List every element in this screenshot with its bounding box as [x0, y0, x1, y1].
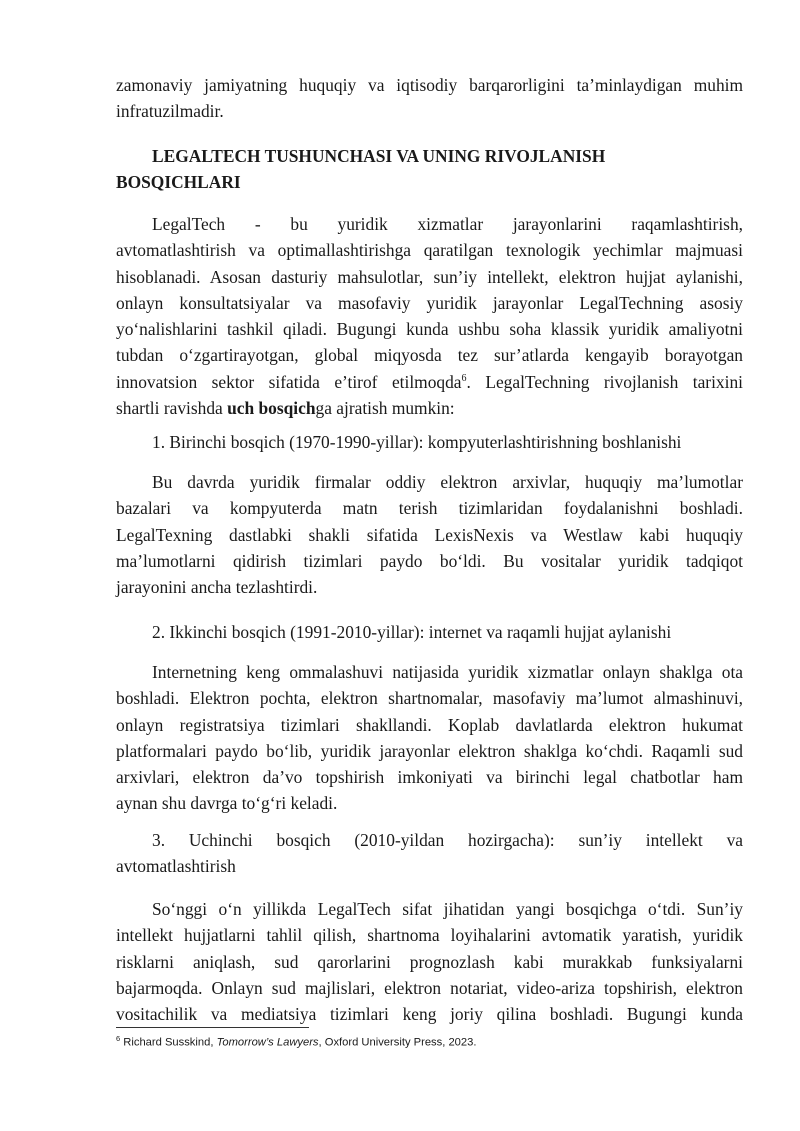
- stage3-paragraph: [116, 896, 743, 1027]
- text-line: bajarmoqda. Onlayn sud majlislari, elektron notariat, video-ariza topshirish, elektron: [116, 977, 743, 998]
- stage1-paragraph: [116, 469, 743, 600]
- stage2-paragraph: [116, 659, 743, 817]
- text-line: zamonaviy jamiyatning huquqiy va iqtisodiy barqarorligini ta’minlaydigan muhim: [116, 75, 743, 95]
- text-line: risklarni aniqlash, sud qarorlarini prognozlash kabi murakkab funksiyalarni: [116, 951, 743, 972]
- text-line: Bu davrda yuridik firmalar oddiy elektron arxivlar, huquqiy ma’lumotlar: [152, 472, 743, 492]
- stage3-title: [116, 827, 743, 880]
- text-line: LegalTech - bu yuridik xizmatlar jarayonlarini raqamlashtirish,: [152, 214, 743, 234]
- legaltech-definition-paragraph: [116, 211, 743, 421]
- text-line: onlayn registratsiya tizimlari shakllandi. Koplab davlatlarda elektron hukumat: [116, 714, 743, 735]
- footnote: [116, 1034, 476, 1049]
- footnote-book-title: Tomorrow’s Lawyers: [216, 1036, 319, 1049]
- text-line: infratuzilmadir.: [116, 101, 224, 122]
- stage1-title: 1. Birinchi bosqich (1970-1990-yillar): kompyuterlashtirishning boshlanishi: [152, 432, 682, 452]
- bold-emphasis: uch bosqich: [227, 398, 316, 419]
- text-line: ma’lumotlarni qidirish tizimlari paydo bo‘ldi. Bu vositalar yuridik tadqiqot: [116, 550, 743, 571]
- text-line: hisoblanadi. Asosan dasturiy mahsulotlar, sun’iy intellekt, elektron hujjat aylanishi,: [116, 266, 743, 287]
- text-line: [116, 395, 743, 421]
- text-line: boshladi. Elektron pochta, elektron shartnomalar, masofaviy ma’lumot almashinuvi,: [116, 688, 743, 709]
- text-span: ga ajratish mumkin:: [315, 398, 455, 419]
- text-line: vositachilik va mediatsiya tizimlari keng joriy qilina boshladi. Bugungi kunda: [116, 1004, 743, 1025]
- text-line: Internetning keng ommalashuvi natijasida yuridik xizmatlar onlayn shaklga ota: [152, 662, 743, 682]
- footnote-author: Richard Susskind,: [123, 1036, 217, 1049]
- intro-paragraph: [116, 72, 743, 125]
- text-line: LegalTexning dastlabki shakli sifatida LexisNexis va Westlaw kabi huquqiy: [116, 524, 743, 545]
- text-line: yo‘nalishlarini tashkil qiladi. Bugungi kunda ushbu soha klassik yuridik amaliyotni: [116, 319, 743, 340]
- text-line: intellekt hujjatlarni tahlil qilish, shartnoma loyihalarini avtomatik yaratish, yuridik: [116, 925, 743, 946]
- text-line: So‘nggi o‘n yillikda LegalTech sifat jihatidan yangi bosqichga o‘tdi. Sun’iy: [152, 899, 743, 919]
- text-line: 3. Uchinchi bosqich (2010-yildan hozirgacha): sun’iy intellekt va: [152, 830, 743, 850]
- stage2-title: 2. Ikkinchi bosqich (1991-2010-yillar): internet va raqamli hujjat aylanishi: [152, 622, 672, 642]
- text-line: bazalari va kompyuterda matn terish tizimlaridan foydalanishni boshladi.: [116, 498, 743, 519]
- text-line: jarayonini ancha tezlashtirdi.: [116, 577, 318, 598]
- text-line: avtomatlashtirish: [116, 856, 236, 877]
- footnote-number: 6: [116, 1034, 121, 1043]
- footnote-separator: [116, 1027, 309, 1028]
- heading-line: LEGALTECH TUSHUNCHASI VA UNING RIVOJLANISH: [152, 146, 606, 166]
- footnote-publisher: , Oxford University Press, 2023.: [318, 1036, 477, 1049]
- text-line: arxivlari, elektron da’vo topshirish imkoniyati va birinchi legal chatbotlar ham: [116, 767, 743, 788]
- footnote-reference[interactable]: 6: [461, 372, 467, 384]
- text-line: avtomatlashtirish va optimallashtirishga qaratilgan texnologik yechimlar majmuasi: [116, 240, 743, 261]
- text-span: . LegalTechning rivojlanish tarixini: [466, 371, 743, 392]
- heading-line: BOSQICHLARI: [116, 172, 241, 193]
- text-span: shartli ravishda: [116, 398, 228, 419]
- text-line: tubdan o‘zgartirayotgan, global miqyosda tez sur’atlarda kengayib borayotgan: [116, 345, 743, 366]
- section-heading: [116, 143, 743, 196]
- text-line: [116, 369, 743, 395]
- text-line: platformalari paydo bo‘lib, yuridik jarayonlar elektron shaklga ko‘chdi. Raqamli sud: [116, 740, 743, 761]
- text-span: innovatsion sektor sifatida e’tirof etilmoqda: [116, 371, 462, 392]
- text-line: aynan shu davrga to‘g‘ri keladi.: [116, 793, 338, 814]
- text-line: onlayn konsultatsiyalar va masofaviy yuridik jarayonlar LegalTechning asosiy: [116, 292, 743, 313]
